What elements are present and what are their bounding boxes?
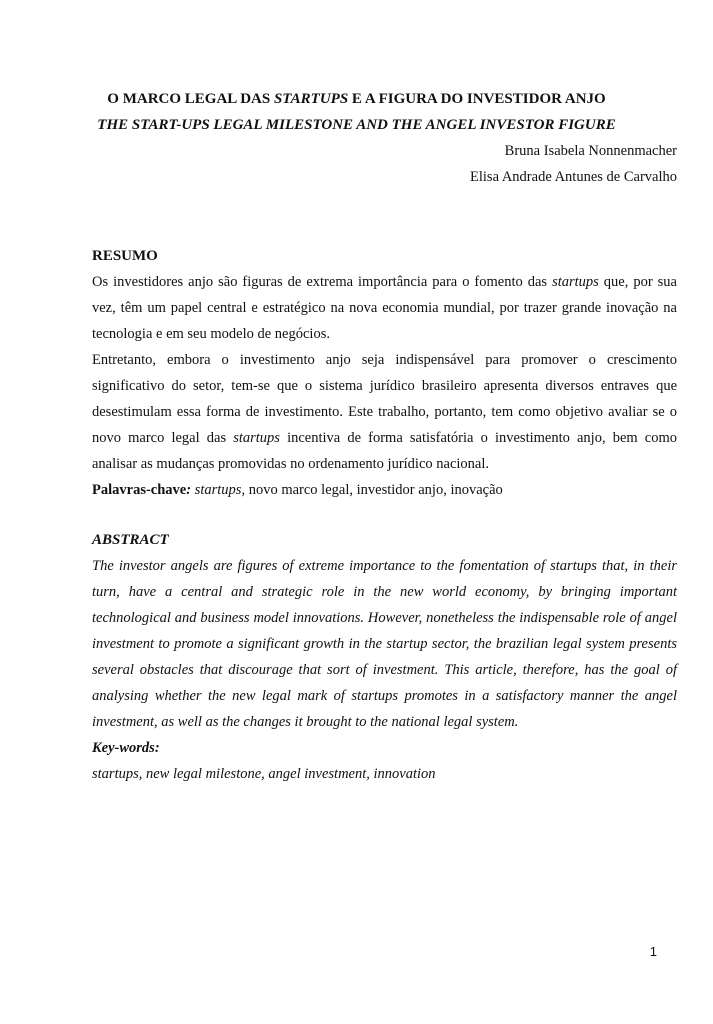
page-number: 1: [649, 944, 657, 959]
title-pt-suffix: E A FIGURA DO INVESTIDOR ANJO: [348, 91, 606, 107]
title-pt-prefix: O MARCO LEGAL DAS: [107, 91, 274, 107]
resumo-p2-italic: startups: [233, 430, 280, 446]
abstract-keywords-label: Key-words:: [92, 740, 160, 756]
author-1: Bruna Isabela Nonnenmacher: [504, 143, 677, 159]
title-portuguese: [0, 91, 713, 108]
resumo-p1-b: que, por sua vez, têm um papel central e estratégico na nova economia mundial, por trazer grande inovação na tecnologia e em seu modelo de negócios.: [92, 274, 677, 342]
resumo-keywords-italic: startups: [191, 482, 242, 498]
resumo-p2-a: Entretanto, embora o investimento anjo seja indispensável para promover o crescimento significativo do setor, tem-se que o sistema jurídico brasileiro apresenta diversos entraves que desestimulam essa forma de investimento. Este trabalho, portanto, tem como objetivo avaliar se o novo marco legal das: [92, 352, 677, 446]
abstract-heading: ABSTRACT: [92, 532, 169, 548]
resumo-p2-b: incentiva de forma satisfatória o investimento anjo, bem como analisar as mudanças promovidas no ordenamento jurídico nacional.: [92, 430, 677, 472]
resumo-keywords-colon: :: [186, 482, 192, 498]
resumo-keywords: [92, 477, 677, 503]
resumo-p1-a: Os investidores anjo são figuras de extrema importância para o fomento das: [92, 274, 553, 290]
resumo-paragraph-1: [92, 269, 677, 347]
resumo-section: [92, 243, 677, 503]
author-2: Elisa Andrade Antunes de Carvalho: [470, 169, 677, 185]
title-english: THE START-UPS LEGAL MILESTONE AND THE ANGEL INVESTOR FIGURE: [97, 117, 616, 133]
resumo-keywords-label: Palavras-chave: [92, 482, 187, 498]
title-pt-italic: STARTUPS: [273, 91, 349, 107]
abstract-section: [92, 527, 677, 787]
abstract-body: The investor angels are figures of extreme importance to the fomentation of startups that, in their turn, have a central and strategic role in the new world economy, by bringing important technological and business model innovations. However, nonetheless the indispensable role of angel investment to promote a significant growth in the startup sector, the brazilian legal system presents several obstacles that discourage that sort of investment. This article, therefore, has the goal of analysing whether the new legal mark of startups promotes in a satisfactory manner the angel investment, as well as the changes it brought to the national legal system.: [92, 558, 677, 730]
resumo-paragraph-2: [92, 347, 677, 477]
resumo-keywords-rest: , novo marco legal, investidor anjo, inovação: [241, 482, 503, 498]
resumo-heading: RESUMO: [92, 248, 158, 264]
resumo-p1-italic: startups: [552, 274, 599, 290]
abstract-keywords: startups, new legal milestone, angel investment, innovation: [92, 766, 436, 782]
